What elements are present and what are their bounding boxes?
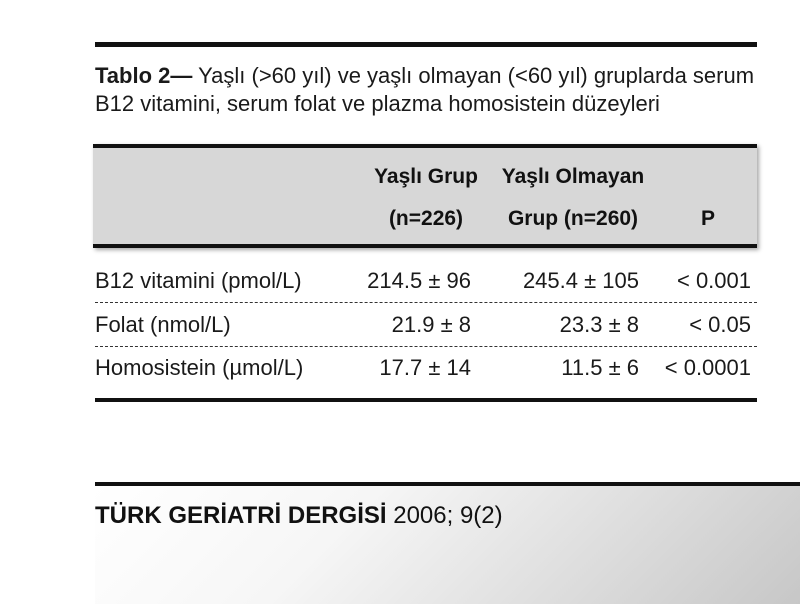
row-p-value: < 0.0001 (664, 355, 751, 380)
row-nonelderly-value: 23.3 ± 8 (559, 312, 639, 337)
bottom-rule (95, 398, 757, 402)
table-caption (95, 62, 760, 118)
table-row (95, 304, 757, 347)
table-row (95, 260, 757, 303)
caption-label: Tablo 2— (95, 63, 193, 88)
caption-text-2: B12 vitamini, serum folat ve plazma homosistein düzeyleri (95, 91, 660, 116)
row-label: B12 vitamini (pmol/L) (95, 268, 302, 293)
top-rule (95, 42, 757, 47)
row-nonelderly-value: 245.4 ± 105 (522, 268, 639, 293)
header-elderly-line2: (n=226) (388, 207, 464, 230)
header-p: P (700, 207, 715, 230)
row-p-value: < 0.001 (676, 268, 751, 293)
row-label: Folat (nmol/L) (95, 312, 231, 337)
table-header (93, 144, 757, 248)
caption-text-1: Yaşlı (>60 yıl) ve yaşlı olmayan (<60 yıl) gruplarda serum (192, 63, 755, 88)
header-nonelderly-line2: Grup (n=260) (507, 207, 639, 230)
row-nonelderly-value: 11.5 ± 6 (561, 355, 639, 380)
row-p-value: < 0.05 (689, 312, 751, 337)
journal-name: TÜRK GERİATRİ DERGİSİ (95, 502, 387, 529)
header-elderly-line1: Yaşlı Grup (374, 165, 478, 188)
caption-line-1 (95, 62, 760, 90)
row-elderly-value: 17.7 ± 14 (379, 355, 471, 380)
row-label: Homosistein (µmol/L) (95, 355, 304, 380)
row-elderly-value: 214.5 ± 96 (367, 268, 471, 293)
header-nonelderly-line1: Yaşlı Olmayan (501, 165, 645, 188)
journal-citation (95, 500, 503, 532)
row-elderly-value: 21.9 ± 8 (391, 312, 471, 337)
journal-issue: 2006; 9(2) (386, 502, 503, 529)
table-row (95, 347, 757, 389)
